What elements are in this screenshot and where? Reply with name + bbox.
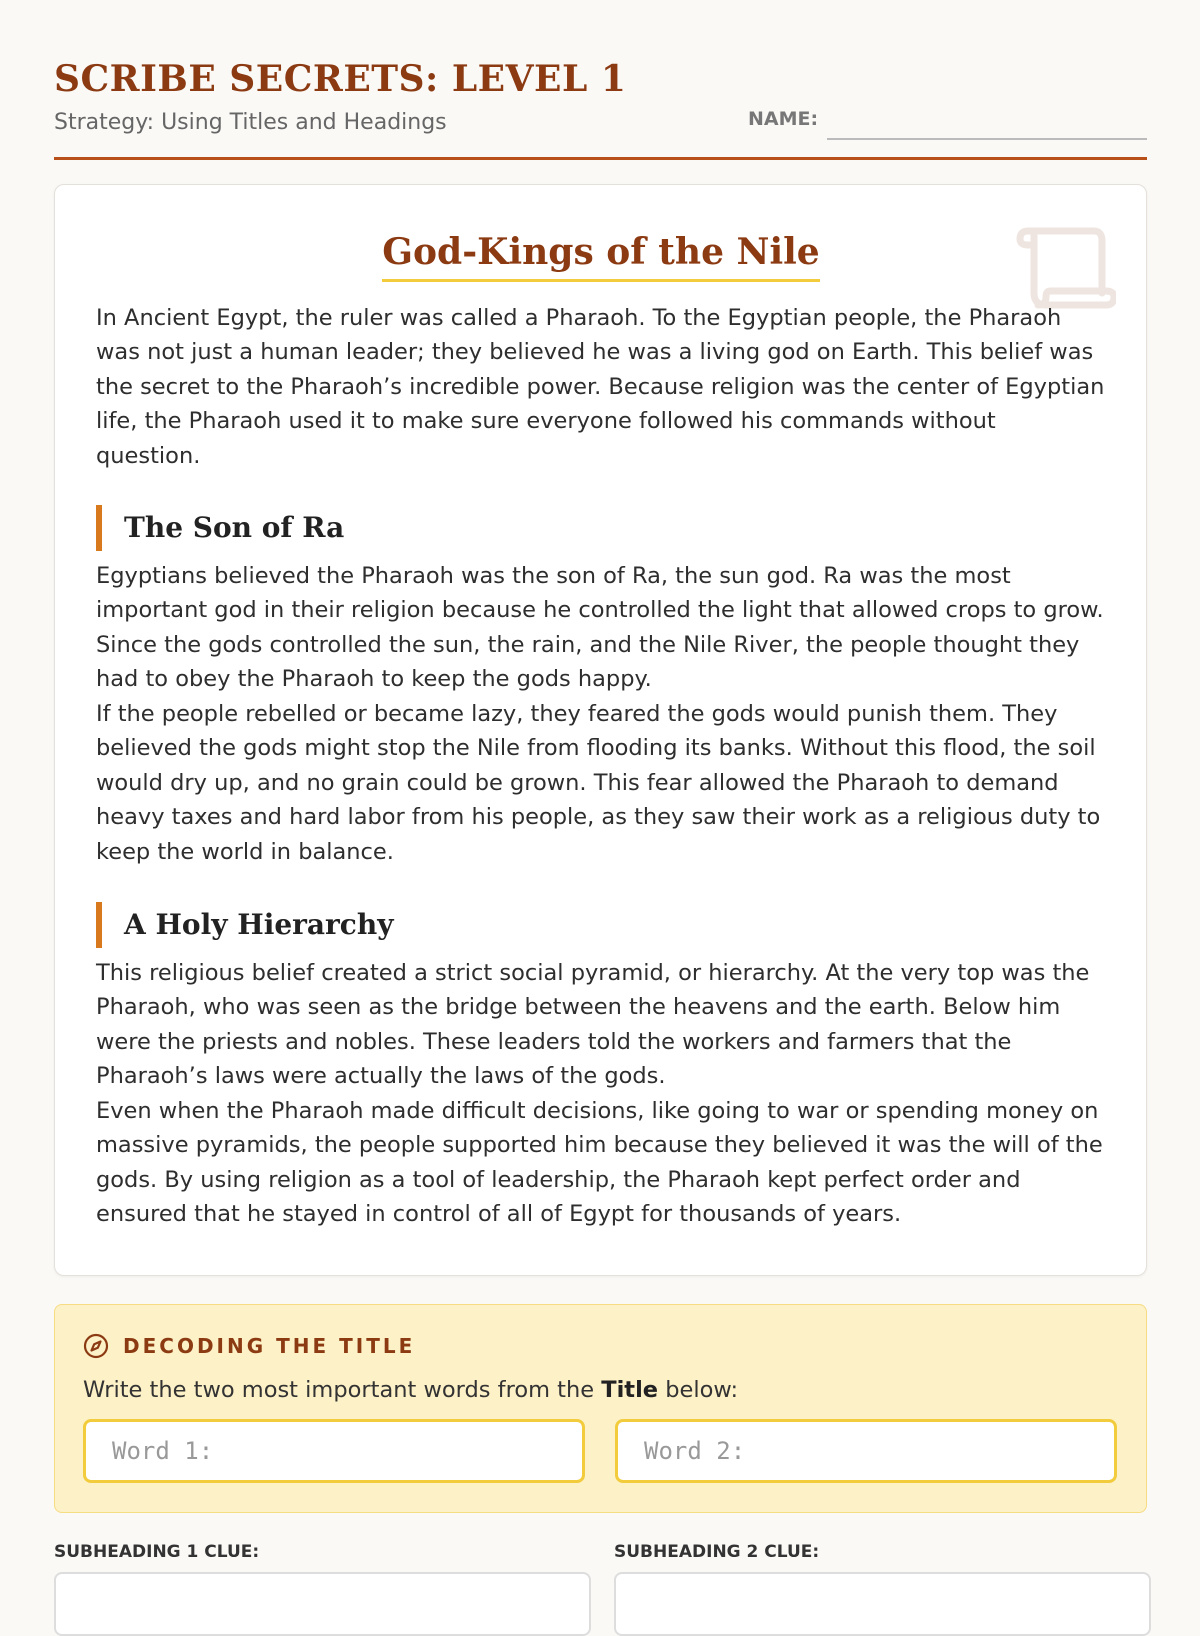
- worksheet-page: [54, 0, 1147, 1562]
- strategy-subtitle: Strategy: Using Titles and Headings: [54, 110, 447, 135]
- instruction-text-end: below:: [658, 1377, 739, 1403]
- section1-paragraph1: Egyptians believed the Pharaoh was the son of Ra, the sun god. Ra was the most important god in their religion because he controlled the light that allowed crops to grow. Since the gods controlled the sun, the rain, and the Nile River, the people thought they had to obey the Pharaoh to keep the gods happy.: [96, 563, 1104, 693]
- section2-paragraph1: This religious belief created a strict social pyramid, or hierarchy. At the very top was the Pharaoh, who was seen as the bridge between the heavens and the earth. Below him were the priests and nobles. These leaders told the workers and farmers that the Pharaoh’s laws were actually the laws of the gods.: [96, 960, 1090, 1090]
- subheading2-clue-input[interactable]: [614, 1572, 1151, 1636]
- worksheet-header: [54, 0, 1147, 160]
- section2-paragraph2: Even when the Pharaoh made difficult decisions, like going to war or spending money on massive pyramids, the people supported him because they believed it was the will of the gods. By using religion as a tool of leadership, the Pharaoh kept perfect order and ensured that he stayed in control of all of Egypt for thousands of years.: [96, 1098, 1103, 1228]
- word1-input[interactable]: [83, 1419, 585, 1483]
- instruction-text-start: Write the two most important words from the: [83, 1377, 602, 1403]
- compass-icon: [83, 1333, 109, 1359]
- section1-paragraph2: If the people rebelled or became lazy, they feared the gods would punish them. They believed the gods might stop the Nile from flooding its banks. Without this flood, the soil would dry up, and no grain could be grown. This fear allowed the Pharaoh to demand heavy taxes and hard labor from his people, as they saw their work as a religious duty to keep the world in balance.: [96, 701, 1101, 865]
- name-label: NAME:: [748, 108, 819, 130]
- decoding-instruction: [83, 1377, 738, 1403]
- decoding-heading: DECODING THE TITLE: [123, 1334, 416, 1358]
- name-input-line[interactable]: [827, 138, 1147, 140]
- subheading1-clue-input[interactable]: [54, 1572, 591, 1636]
- reading-card: [54, 184, 1147, 1276]
- word2-input[interactable]: [615, 1419, 1117, 1483]
- intro-paragraph: In Ancient Egypt, the ruler was called a Pharaoh. To the Egyptian people, the Pharaoh was not just a human leader; they believed he was a living god on Earth. This belief was the secret to the Pharaoh’s incredible power. Because religion was the center of Egyptian life, the Pharaoh used it to make sure everyone followed his commands without question.: [96, 305, 1105, 469]
- subheading-son-of-ra: The Son of Ra: [96, 505, 1096, 551]
- subheading2-clue-label: SUBHEADING 2 CLUE:: [614, 1542, 820, 1562]
- decoding-title-panel: [54, 1304, 1147, 1513]
- decoding-heading-row: [83, 1331, 415, 1361]
- article-title: God-Kings of the Nile: [382, 229, 819, 282]
- subheading-holy-hierarchy: A Holy Hierarchy: [96, 902, 1096, 948]
- subheading1-clue-label: SUBHEADING 1 CLUE:: [54, 1542, 260, 1562]
- article-title-wrap: [96, 229, 1106, 282]
- worksheet-title: SCRIBE SECRETS: LEVEL 1: [54, 58, 627, 100]
- instruction-title-word: Title: [601, 1377, 659, 1403]
